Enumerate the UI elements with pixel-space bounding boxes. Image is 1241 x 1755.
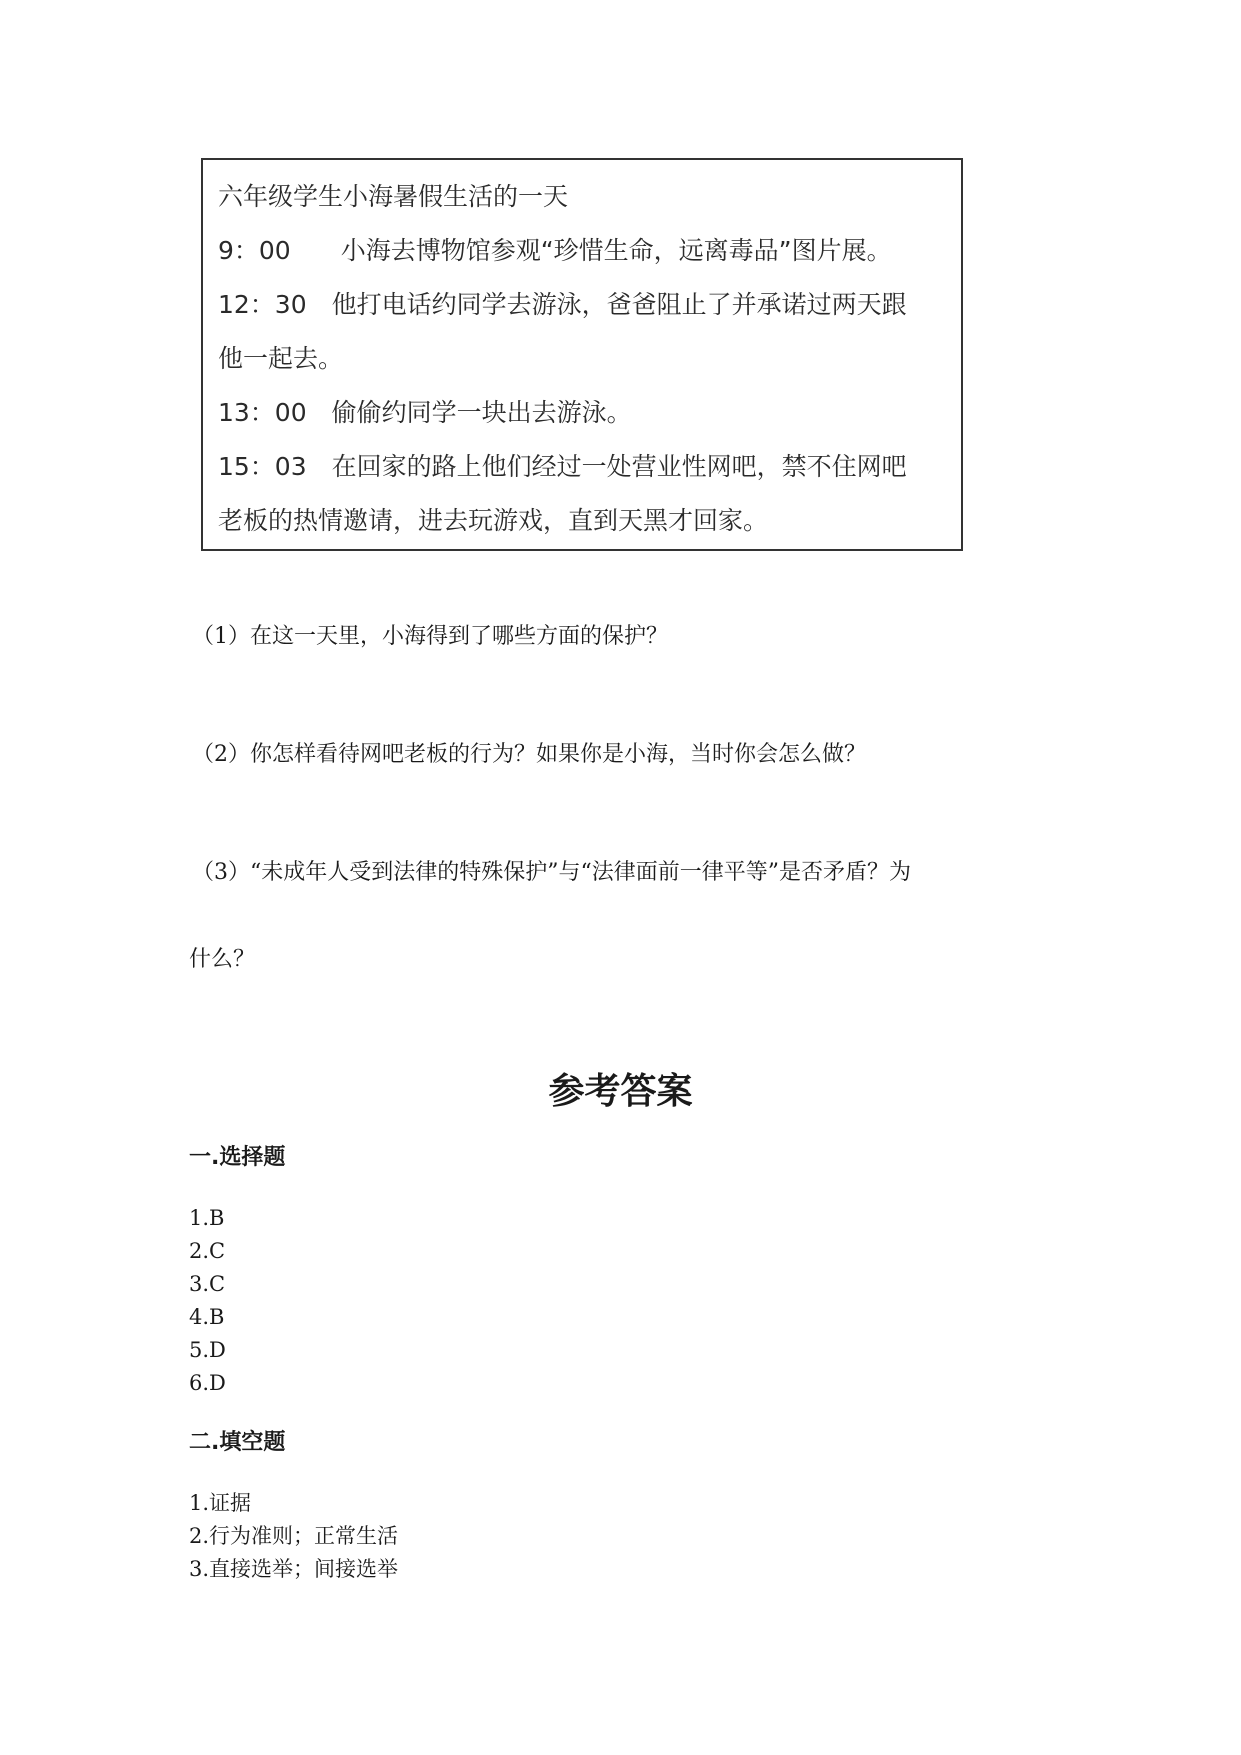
list-item: 3.C: [189, 1272, 226, 1296]
list-item: 3.直接选举；间接选举: [189, 1557, 399, 1581]
list-item: 1.证据: [189, 1491, 252, 1515]
schedule-title: 六年级学生小海暑假生活的一天: [218, 182, 569, 211]
answer-key-title: 参考答案: [548, 1071, 693, 1112]
question-3-line-1: （3）“未成年人受到法律的特殊保护”与“法律面前一律平等”是否矛盾？为: [192, 860, 911, 885]
schedule-entry-1300: 13：00 偷偷约同学一块出去游泳。: [218, 398, 632, 427]
list-item: 1.B: [189, 1206, 225, 1230]
fill-answers-list: [189, 1487, 398, 1586]
question-3-line-2: 什么？: [189, 947, 256, 972]
schedule-entry-1503-cont: 老板的热情邀请，进去玩游戏，直到天黑才回家。: [218, 506, 769, 535]
list-item: 5.D: [189, 1338, 226, 1362]
schedule-entry-1503: 15：03 在回家的路上他们经过一处营业性网吧，禁不住网吧: [218, 452, 907, 481]
schedule-box: [201, 158, 963, 551]
section-choice-title: 一.选择题: [189, 1145, 286, 1170]
list-item: 2.行为准则；正常生活: [189, 1524, 399, 1548]
section-fill-title: 二.填空题: [189, 1430, 286, 1455]
list-item: 6.D: [189, 1371, 226, 1395]
list-item: 2.C: [189, 1239, 226, 1263]
schedule-entry-1230-cont: 他一起去。: [218, 344, 344, 373]
schedule-entry-0900: 9：00 小海去博物馆参观“珍惜生命，远离毒品”图片展。: [218, 236, 892, 265]
schedule-entry-1230: 12：30 他打电话约同学去游泳，爸爸阻止了并承诺过两天跟: [218, 290, 907, 319]
choice-answers-list: [189, 1202, 226, 1400]
question-1: （1）在这一天里，小海得到了哪些方面的保护？: [192, 624, 668, 649]
list-item: 4.B: [189, 1305, 225, 1329]
question-2: （2）你怎样看待网吧老板的行为？如果你是小海，当时你会怎么做？: [192, 742, 866, 767]
